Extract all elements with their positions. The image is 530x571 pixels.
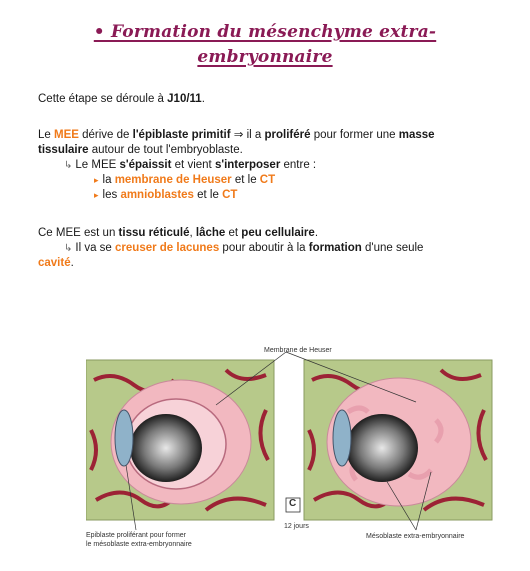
paragraph-mee-line-3 bbox=[64, 158, 316, 173]
text: d'une seule bbox=[361, 242, 424, 254]
term-membrane-heuser: membrane de Heuser bbox=[114, 174, 232, 186]
label-panel-letter: C bbox=[289, 498, 297, 509]
term-cavite: cavité bbox=[38, 257, 71, 269]
label-epiblaste-line-2: le mésoblaste extra-embryonnaire bbox=[86, 541, 192, 548]
term-prolifere: proliféré bbox=[264, 129, 311, 141]
page-title-text-1: • Formation du mésenchyme extra- bbox=[93, 22, 437, 42]
term-lache: lâche bbox=[195, 227, 226, 239]
text: . bbox=[201, 93, 205, 105]
text: entre : bbox=[280, 159, 317, 171]
text: et bbox=[225, 227, 242, 239]
text: . bbox=[314, 227, 319, 239]
term-peu-cellulaire: peu cellulaire bbox=[241, 227, 315, 239]
text: Cette étape se déroule à bbox=[38, 93, 168, 105]
text: et vient bbox=[171, 159, 215, 171]
term-masse: masse bbox=[398, 129, 435, 141]
text: dérive de bbox=[78, 129, 133, 141]
page-title-line-1 bbox=[0, 20, 530, 44]
paragraph-mee-line-2 bbox=[38, 143, 243, 158]
term-ct: CT bbox=[222, 189, 238, 201]
label-epiblaste-line-1: Epiblaste proliférant pour former bbox=[86, 532, 186, 539]
sub-arrow-icon: ↳ bbox=[64, 160, 73, 171]
embryo-figure bbox=[86, 340, 506, 560]
paragraph-tissu-line-3 bbox=[38, 256, 74, 271]
text: . bbox=[70, 257, 74, 269]
text: pour former une bbox=[310, 129, 399, 141]
term-interposer: s'interposer bbox=[214, 159, 281, 171]
label-mesoblaste: Mésoblaste extra-embryonnaire bbox=[366, 533, 465, 540]
paragraph-tissu-line-1 bbox=[38, 226, 318, 241]
text: , bbox=[189, 227, 196, 239]
text: Ce MEE est un bbox=[38, 227, 119, 239]
text: autour de tout l'embryoblaste. bbox=[88, 144, 243, 156]
text: ⇒ il a bbox=[230, 129, 265, 141]
date-value: J10/11 bbox=[167, 93, 202, 105]
bullet-triangle-icon: ▸ bbox=[94, 175, 99, 185]
term-tissu-reticule: tissu réticulé bbox=[118, 227, 190, 239]
bullet-triangle-icon: ▸ bbox=[94, 190, 99, 200]
label-membrane-heuser: Membrane de Heuser bbox=[264, 347, 332, 354]
panel-day-12 bbox=[304, 360, 492, 520]
panel-day-11 bbox=[86, 360, 274, 520]
paragraph-mee-line-1 bbox=[38, 128, 435, 143]
text: Le MEE bbox=[75, 159, 120, 171]
page-title-line-2 bbox=[0, 45, 530, 69]
paragraph-date bbox=[38, 92, 205, 107]
term-mee: MEE bbox=[54, 129, 79, 141]
page-title-text-2: embryonnaire bbox=[197, 47, 333, 67]
text: et le bbox=[193, 189, 223, 201]
term-tissulaire: tissulaire bbox=[38, 144, 89, 156]
bullet-heuser bbox=[94, 173, 275, 188]
text: les bbox=[102, 189, 121, 201]
bullet-amnioblastes bbox=[94, 188, 237, 203]
term-epaissit: s'épaissit bbox=[119, 159, 172, 171]
term-amnioblastes: amnioblastes bbox=[120, 189, 194, 201]
text: la bbox=[102, 174, 115, 186]
text: Il va se bbox=[75, 242, 116, 254]
sub-arrow-icon: ↳ bbox=[64, 243, 73, 254]
label-12-jours: 12 jours bbox=[284, 523, 309, 530]
text: et le bbox=[231, 174, 260, 186]
term-ct: CT bbox=[259, 174, 276, 186]
paragraph-tissu-line-2 bbox=[64, 241, 423, 256]
term-creuser-lacunes: creuser de lacunes bbox=[115, 242, 220, 254]
text: Le bbox=[38, 129, 54, 141]
text: pour aboutir à la bbox=[219, 242, 309, 254]
term-epiblaste: l'épiblaste primitif bbox=[132, 129, 231, 141]
term-formation: formation bbox=[308, 242, 362, 254]
